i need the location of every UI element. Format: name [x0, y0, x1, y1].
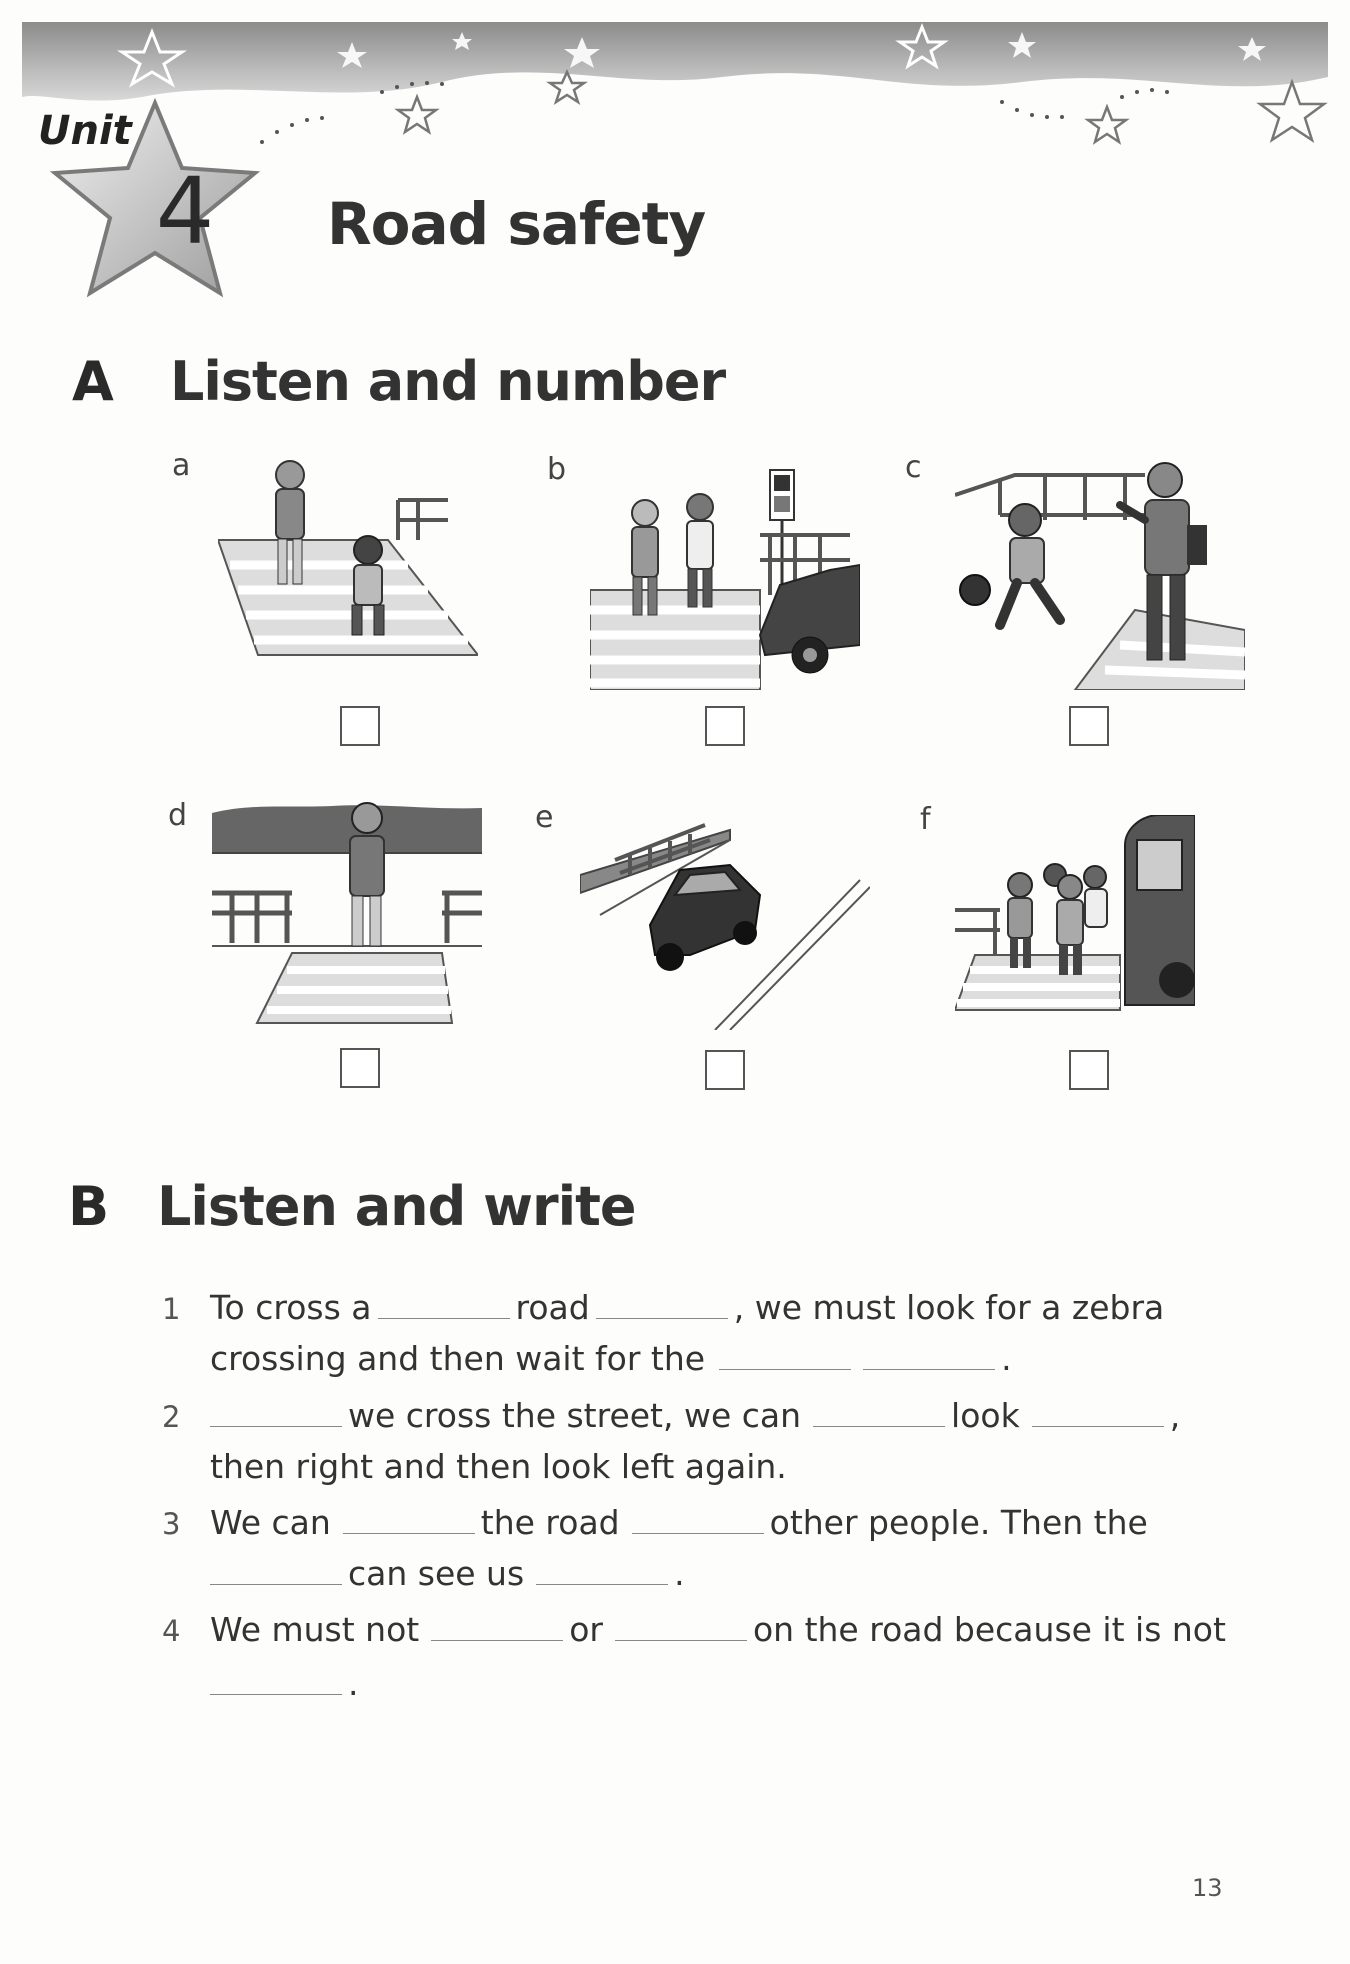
answer-blank[interactable]: [378, 1288, 510, 1319]
sentence-text: the road: [480, 1503, 620, 1542]
sentence-text: then right and then look left again.: [210, 1447, 787, 1486]
answer-blank[interactable]: [210, 1554, 342, 1585]
answer-blank[interactable]: [632, 1503, 764, 1534]
answer-blank[interactable]: [210, 1396, 342, 1427]
picture-letter-c: c: [905, 450, 922, 485]
section-b-title: Listen and write: [157, 1175, 636, 1238]
section-a-letter: A: [72, 350, 114, 413]
boy-chasing-ball-man-warning-icon: [955, 460, 1245, 690]
children-at-crossing-with-traffic-light-icon: [590, 465, 860, 690]
picture-letter-e: e: [535, 800, 554, 835]
sentence-text: ,: [1169, 1396, 1181, 1435]
sentence-4-continued: [210, 1664, 359, 1703]
sentence-text: other people. Then the: [769, 1503, 1148, 1542]
sentence-number: 3: [162, 1507, 181, 1541]
sentence-text: We can: [210, 1503, 331, 1542]
answer-blank[interactable]: [210, 1664, 342, 1695]
answer-blank[interactable]: [1032, 1396, 1164, 1427]
answer-blank[interactable]: [813, 1396, 945, 1427]
section-a-title: Listen and number: [170, 350, 726, 413]
sentence-1-continued: [210, 1339, 1012, 1378]
sentence-4: [162, 1610, 1226, 1649]
answer-blank[interactable]: [615, 1610, 747, 1641]
sentence-text: , we must look for a zebra: [733, 1288, 1165, 1327]
unit-number: 4: [155, 158, 215, 265]
answer-box-f[interactable]: [1069, 1050, 1109, 1090]
answer-blank[interactable]: [431, 1610, 563, 1641]
sentence-2-continued: [210, 1447, 787, 1486]
picture-letter-d: d: [168, 798, 188, 833]
answer-blank[interactable]: [719, 1339, 851, 1370]
sentence-number: 2: [162, 1400, 181, 1434]
unit-label: Unit: [38, 108, 132, 154]
page-title: Road safety: [327, 190, 706, 258]
page-number: 13: [1192, 1874, 1223, 1902]
sentence-text: To cross a: [210, 1288, 372, 1327]
sentence-text: can see us: [348, 1554, 525, 1593]
answer-blank[interactable]: [536, 1554, 668, 1585]
sentence-text: .: [1001, 1339, 1012, 1378]
sentence-3-continued: [210, 1554, 685, 1593]
sentence-text: road: [515, 1288, 590, 1327]
answer-blank[interactable]: [343, 1503, 475, 1534]
answer-box-c[interactable]: [1069, 706, 1109, 746]
sentence-2: [162, 1396, 1180, 1435]
answer-box-e[interactable]: [705, 1050, 745, 1090]
answer-box-a[interactable]: [340, 706, 380, 746]
sentence-3: [162, 1503, 1148, 1542]
answer-blank[interactable]: [596, 1288, 728, 1319]
girl-standing-at-crossing-icon: [212, 798, 482, 1038]
sentence-number: 4: [162, 1614, 181, 1648]
sentence-text: crossing and then wait for the: [210, 1339, 706, 1378]
section-b-letter: B: [68, 1175, 110, 1238]
sentence-text: .: [674, 1554, 685, 1593]
sentence-1: [162, 1288, 1164, 1327]
woman-and-boy-on-zebra-crossing-icon: [218, 455, 478, 665]
sentence-text: look: [951, 1396, 1020, 1435]
sentence-number: 1: [162, 1292, 181, 1326]
answer-box-b[interactable]: [705, 706, 745, 746]
sentence-text: or: [569, 1610, 603, 1649]
picture-letter-b: b: [547, 452, 567, 487]
answer-box-d[interactable]: [340, 1048, 380, 1088]
sentence-text: .: [348, 1664, 359, 1703]
answer-blank[interactable]: [863, 1339, 995, 1370]
sentence-text: we cross the street, we can: [348, 1396, 802, 1435]
car-on-road-icon: [580, 805, 870, 1030]
children-crossing-near-bus-icon: [955, 815, 1195, 1015]
picture-letter-a: a: [172, 448, 191, 483]
sentence-text: on the road because it is not: [752, 1610, 1226, 1649]
sentence-text: We must not: [210, 1610, 420, 1649]
picture-letter-f: f: [920, 802, 931, 837]
